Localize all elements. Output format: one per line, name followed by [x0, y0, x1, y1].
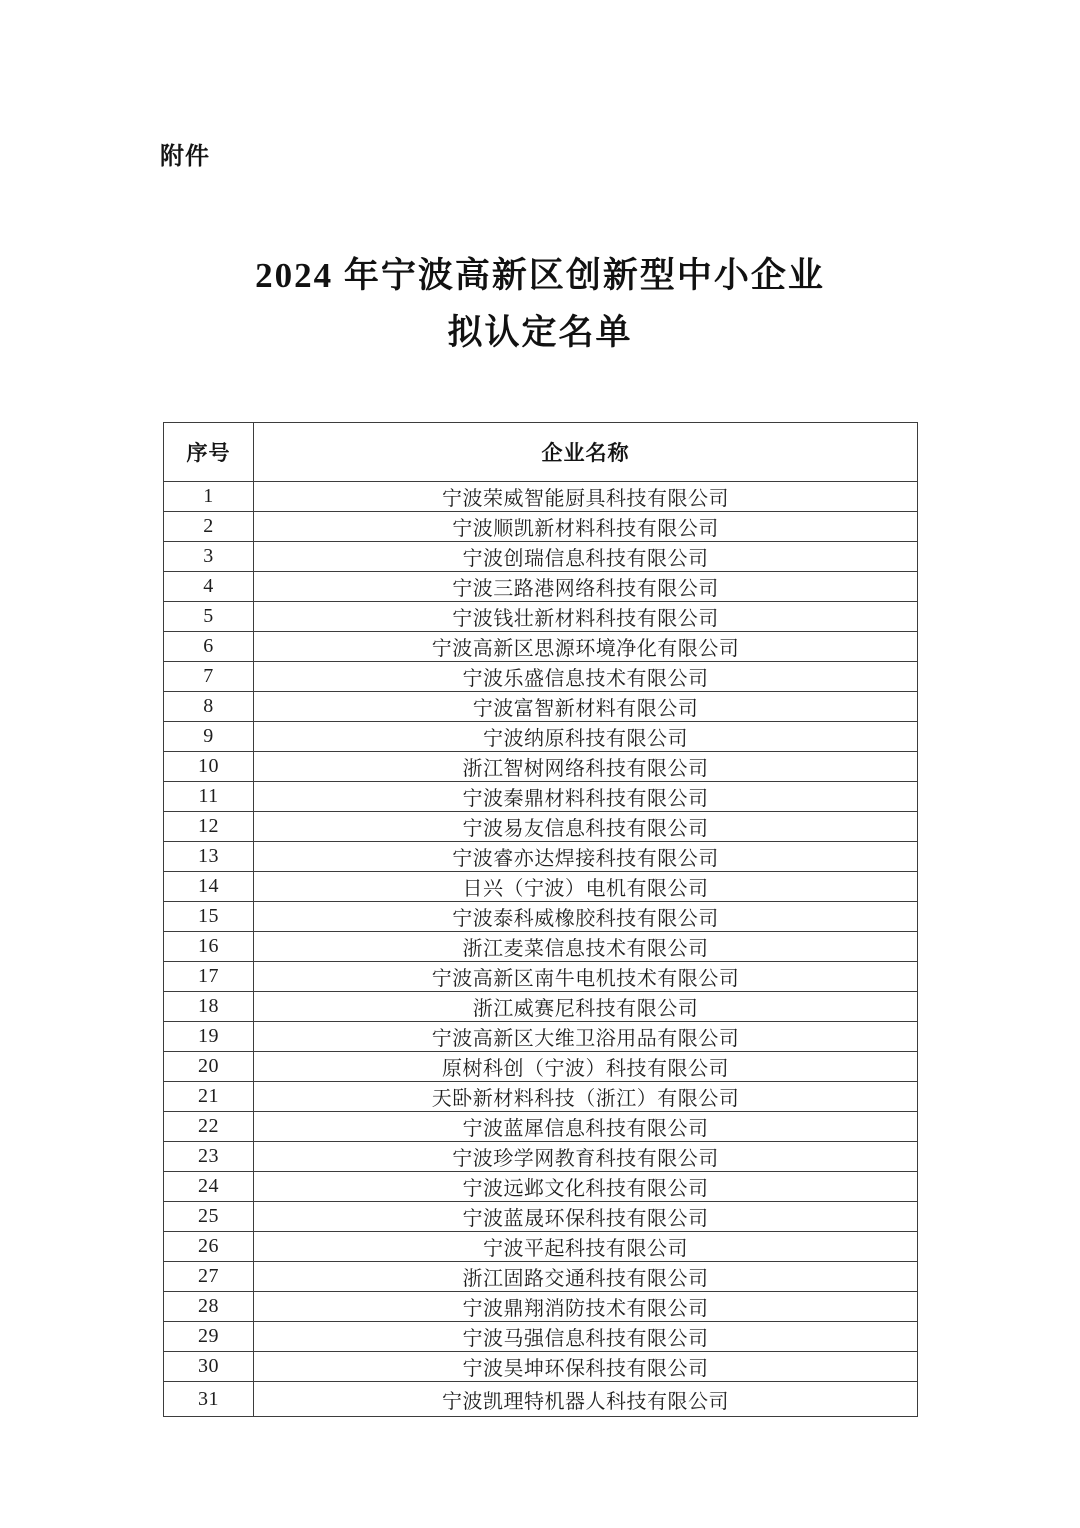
company-name: 宁波珍学网教育科技有限公司 — [254, 1142, 918, 1172]
company-table-container — [163, 422, 918, 1417]
table-row — [164, 752, 918, 782]
company-name: 日兴（宁波）电机有限公司 — [254, 872, 918, 902]
company-name: 宁波荣威智能厨具科技有限公司 — [254, 482, 918, 512]
row-index: 6 — [164, 632, 254, 662]
table-row — [164, 962, 918, 992]
company-name: 宁波高新区南牛电机技术有限公司 — [254, 962, 918, 992]
table-row — [164, 902, 918, 932]
table-row — [164, 692, 918, 722]
table-row — [164, 1292, 918, 1322]
table-row — [164, 1202, 918, 1232]
row-index: 30 — [164, 1352, 254, 1382]
row-index: 25 — [164, 1202, 254, 1232]
table-row — [164, 662, 918, 692]
row-index: 24 — [164, 1172, 254, 1202]
company-name: 宁波顺凯新材料科技有限公司 — [254, 512, 918, 542]
table-row — [164, 1352, 918, 1382]
column-header-company-name: 企业名称 — [254, 423, 918, 482]
company-name: 宁波睿亦达焊接科技有限公司 — [254, 842, 918, 872]
document-title — [0, 247, 1080, 361]
row-index: 16 — [164, 932, 254, 962]
row-index: 19 — [164, 1022, 254, 1052]
company-name: 宁波三路港网络科技有限公司 — [254, 572, 918, 602]
row-index: 18 — [164, 992, 254, 1022]
row-index: 23 — [164, 1142, 254, 1172]
company-table — [163, 422, 918, 1417]
table-row — [164, 632, 918, 662]
row-index: 8 — [164, 692, 254, 722]
row-index: 13 — [164, 842, 254, 872]
table-row — [164, 512, 918, 542]
column-header-index: 序号 — [164, 423, 254, 482]
row-index: 17 — [164, 962, 254, 992]
row-index: 28 — [164, 1292, 254, 1322]
table-row — [164, 812, 918, 842]
company-name: 浙江固路交通科技有限公司 — [254, 1262, 918, 1292]
row-index: 27 — [164, 1262, 254, 1292]
company-name: 宁波秦鼎材料科技有限公司 — [254, 782, 918, 812]
row-index: 14 — [164, 872, 254, 902]
company-name: 宁波高新区大维卫浴用品有限公司 — [254, 1022, 918, 1052]
row-index: 20 — [164, 1052, 254, 1082]
table-body — [164, 482, 918, 1417]
company-name: 浙江威赛尼科技有限公司 — [254, 992, 918, 1022]
table-row — [164, 842, 918, 872]
company-name: 浙江麦菜信息技术有限公司 — [254, 932, 918, 962]
row-index: 4 — [164, 572, 254, 602]
row-index: 26 — [164, 1232, 254, 1262]
row-index: 12 — [164, 812, 254, 842]
table-row — [164, 482, 918, 512]
company-name: 宁波富智新材料有限公司 — [254, 692, 918, 722]
company-name: 宁波凯理特机器人科技有限公司 — [254, 1382, 918, 1417]
company-name: 宁波乐盛信息技术有限公司 — [254, 662, 918, 692]
company-name: 宁波昊坤环保科技有限公司 — [254, 1352, 918, 1382]
table-row — [164, 1082, 918, 1112]
document-title-line2: 拟认定名单 — [447, 313, 633, 352]
company-name: 宁波钱壮新材料科技有限公司 — [254, 602, 918, 632]
company-name: 天卧新材料科技（浙江）有限公司 — [254, 1082, 918, 1112]
row-index: 1 — [164, 482, 254, 512]
table-row — [164, 602, 918, 632]
table-row — [164, 932, 918, 962]
table-row — [164, 1172, 918, 1202]
table-row — [164, 542, 918, 572]
document-title-line1: 2024 年宁波高新区创新型中小企业 — [255, 256, 825, 295]
company-name: 宁波泰科威橡胶科技有限公司 — [254, 902, 918, 932]
company-name: 浙江智树网络科技有限公司 — [254, 752, 918, 782]
company-name: 宁波鼎翔消防技术有限公司 — [254, 1292, 918, 1322]
table-row — [164, 1022, 918, 1052]
table-header-row — [164, 423, 918, 482]
table-row — [164, 1262, 918, 1292]
row-index: 21 — [164, 1082, 254, 1112]
row-index: 9 — [164, 722, 254, 752]
table-row — [164, 1322, 918, 1352]
row-index: 2 — [164, 512, 254, 542]
company-name: 宁波创瑞信息科技有限公司 — [254, 542, 918, 572]
attachment-label: 附件 — [160, 143, 210, 170]
row-index: 5 — [164, 602, 254, 632]
row-index: 7 — [164, 662, 254, 692]
company-name: 宁波蓝晟环保科技有限公司 — [254, 1202, 918, 1232]
table-row — [164, 782, 918, 812]
table-row — [164, 1232, 918, 1262]
company-name: 宁波平起科技有限公司 — [254, 1232, 918, 1262]
company-name: 宁波纳原科技有限公司 — [254, 722, 918, 752]
table-row — [164, 722, 918, 752]
company-name: 宁波易友信息科技有限公司 — [254, 812, 918, 842]
row-index: 22 — [164, 1112, 254, 1142]
table-row — [164, 992, 918, 1022]
company-name: 宁波蓝犀信息科技有限公司 — [254, 1112, 918, 1142]
table-row — [164, 872, 918, 902]
row-index: 15 — [164, 902, 254, 932]
company-name: 宁波远邺文化科技有限公司 — [254, 1172, 918, 1202]
row-index: 29 — [164, 1322, 254, 1352]
company-name: 原树科创（宁波）科技有限公司 — [254, 1052, 918, 1082]
company-name: 宁波高新区思源环境净化有限公司 — [254, 632, 918, 662]
table-row — [164, 572, 918, 602]
table-row — [164, 1142, 918, 1172]
row-index: 10 — [164, 752, 254, 782]
table-row — [164, 1382, 918, 1417]
table-row — [164, 1052, 918, 1082]
company-name: 宁波马强信息科技有限公司 — [254, 1322, 918, 1352]
table-row — [164, 1112, 918, 1142]
row-index: 31 — [164, 1382, 254, 1417]
row-index: 11 — [164, 782, 254, 812]
row-index: 3 — [164, 542, 254, 572]
